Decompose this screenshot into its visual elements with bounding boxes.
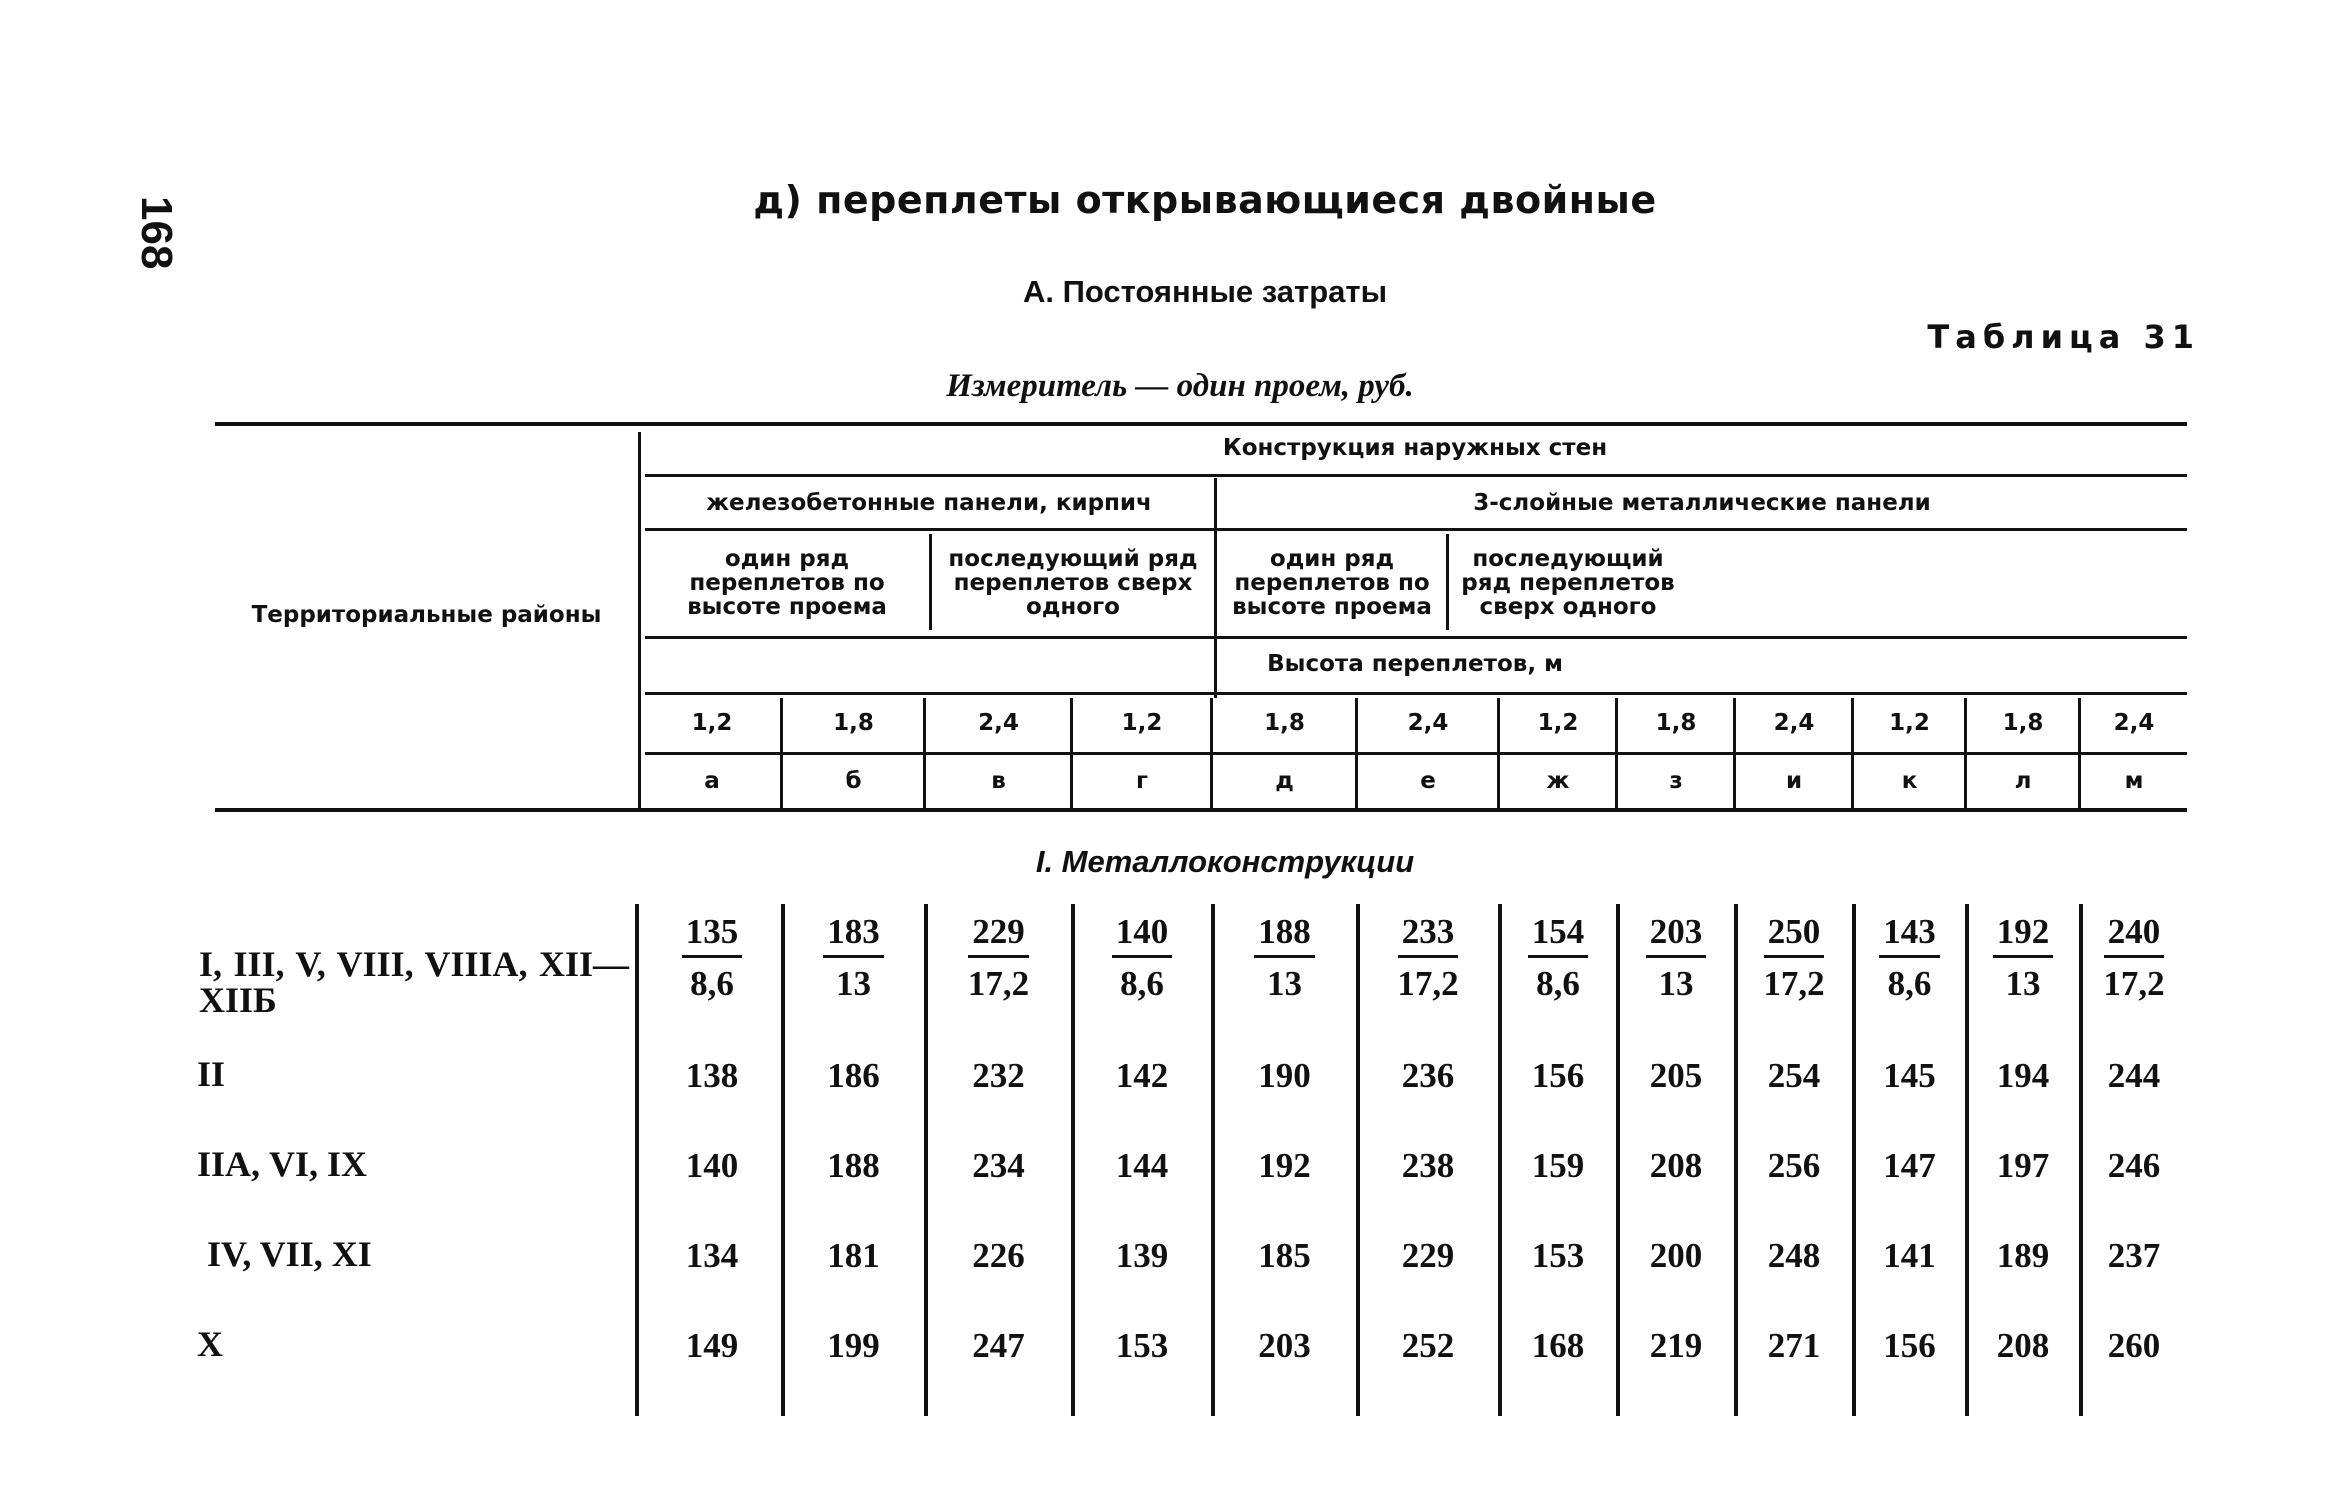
region-label: X [197,1324,223,1364]
value-fraction [2080,914,2188,1001]
header-height-6: 2,4 [1407,709,1449,736]
value-cell: 199 [827,1326,880,1365]
value-numerator: 250 [1764,914,1825,958]
header-column-divider [1615,698,1618,808]
header-column-divider [1733,698,1736,808]
value-cell: 156 [1883,1326,1936,1365]
value-denominator: 17,2 [1763,964,1825,1003]
value-cell: 138 [685,1056,739,1095]
header-column-divider [1210,698,1213,808]
value-numerator: 135 [682,914,743,958]
table-header [215,422,2187,816]
value-denominator: 13 [1658,964,1694,1003]
value-cell: 237 [2107,1236,2161,1275]
value-cell: 226 [972,1236,1025,1275]
header-letter-2: б [845,767,862,794]
header-letter-11: л [2014,767,2032,794]
value-cell: 153 [1115,1326,1169,1365]
header-letter-1: а [704,767,720,794]
value-fraction [642,914,782,1001]
header-letter-6: е [1420,767,1436,794]
header-rule-5 [645,752,2187,755]
value-cell: 247 [972,1326,1025,1365]
value-numerator: 143 [1879,914,1940,958]
value-denominator: 8,6 [1887,964,1932,1003]
header-rule-3 [645,636,2187,639]
value-cell: 186 [827,1056,880,1095]
value-cell: 219 [1649,1326,1703,1365]
header-letter-12: м [2124,767,2144,794]
value-fraction [1212,914,1357,1001]
value-cell: 200 [1649,1236,1703,1275]
header-letter-9: и [1785,767,1803,794]
value-cell: 254 [1767,1056,1821,1095]
header-column-divider [1497,698,1500,808]
value-cell: 144 [1115,1146,1169,1185]
header-height-5: 1,8 [1264,709,1305,736]
header-height-7: 1,2 [1537,709,1579,736]
header-divider-regions [638,432,641,808]
header-letter-10: к [1901,767,1918,794]
value-fraction [1357,914,1499,1001]
header-rule-1 [645,474,2187,477]
value-cell: 192 [1258,1146,1311,1185]
value-cell: 156 [1531,1056,1585,1095]
header-divider-sub-3 [1446,534,1449,630]
region-label: IIА, VI, IX [197,1144,368,1184]
value-denominator: 13 [836,964,871,1003]
value-numerator: 140 [1112,914,1173,958]
value-cell: 208 [1649,1146,1703,1185]
value-cell: 181 [827,1236,880,1275]
value-cell: 248 [1767,1236,1821,1275]
value-denominator: 13 [2005,964,2041,1003]
value-fraction [1072,914,1212,1001]
value-denominator: 17,2 [1397,964,1459,1003]
header-letter-3: в [991,767,1006,794]
value-denominator: 17,2 [2103,964,2165,1003]
value-cell: 194 [1996,1056,2050,1095]
value-cell: 252 [1401,1326,1455,1365]
header-column-divider [2078,698,2081,808]
subtitle: А. Постоянные затраты [1022,274,1388,309]
header-height-12: 2,4 [2113,709,2155,736]
region-label: I, III, V, VIII, VIIIА, XII—XIIБ [199,944,629,1020]
value-cell: 205 [1649,1056,1703,1095]
value-cell: 246 [2107,1146,2161,1185]
header-height-11: 1,8 [2002,709,2044,736]
header-height-10: 1,2 [1889,709,1930,736]
header-group-2: 3-слойные металлические панели [1473,489,1931,516]
value-numerator: 233 [1398,914,1459,958]
header-column-divider [1355,698,1358,808]
header-subgroup-4: последующий ряд переплетов сверх одного [1461,545,1675,621]
value-cell: 153 [1531,1236,1585,1275]
value-cell: 238 [1401,1146,1455,1185]
header-height-3: 2,4 [978,709,1019,736]
value-cell: 203 [1258,1326,1311,1365]
header-top-label: Конструкция наружных стен [1222,434,1608,461]
header-bottom-rule [215,808,2187,812]
table-label: Таблица 31 [1927,318,2200,356]
header-letter-5: д [1275,767,1294,794]
header-height-8: 1,8 [1655,709,1697,736]
value-cell: 256 [1767,1146,1821,1185]
value-denominator: 17,2 [967,964,1030,1003]
header-letter-4: г [1135,767,1149,794]
value-cell: 234 [972,1146,1025,1185]
value-cell: 159 [1531,1146,1585,1185]
header-height-2: 1,8 [833,709,874,736]
value-cell: 208 [1996,1326,2050,1365]
header-group-1: железобетонные панели, кирпич [706,489,1152,516]
header-column-divider [1851,698,1854,808]
value-cell: 140 [685,1146,739,1185]
value-cell: 142 [1115,1056,1169,1095]
header-divider-sub-1 [929,534,932,630]
value-cell: 168 [1531,1326,1585,1365]
value-cell: 145 [1883,1056,1936,1095]
header-subgroup-2: последующий ряд переплетов сверх одного [948,545,1198,621]
value-cell: 232 [972,1056,1025,1095]
header-regions-label: Территориальные районы [251,601,602,628]
header-column-divider [780,698,783,808]
value-denominator: 13 [1267,964,1302,1003]
value-denominator: 8,6 [690,964,734,1003]
value-cell: 260 [2107,1326,2161,1365]
value-numerator: 229 [968,914,1029,958]
header-column-divider [1964,698,1967,808]
value-cell: 197 [1996,1146,2050,1185]
value-numerator: 183 [823,914,884,958]
header-rule-2 [645,528,2187,531]
value-denominator: 8,6 [1536,964,1580,1003]
value-cell: 141 [1883,1236,1936,1275]
value-numerator: 203 [1646,914,1707,958]
value-numerator: 154 [1528,914,1589,958]
header-column-divider [923,698,926,808]
header-letter-8: з [1669,767,1683,794]
value-cell: 229 [1401,1236,1455,1275]
value-fraction [1853,914,1966,1001]
header-column-divider [1070,698,1073,808]
header-height-9: 2,4 [1773,709,1815,736]
page-number: 168 [132,196,181,270]
value-cell: 190 [1258,1056,1311,1095]
body-column-divider [635,904,639,1416]
value-cell: 271 [1767,1326,1821,1365]
value-numerator: 188 [1254,914,1315,958]
value-denominator: 8,6 [1120,964,1164,1003]
value-fraction [1499,914,1617,1001]
header-height-1: 1,2 [691,709,733,736]
region-label: IV, VII, XI [207,1234,372,1274]
page-title: д) переплеты открывающиеся двойные [753,178,1657,222]
value-numerator: 192 [1993,914,2054,958]
value-fraction [925,914,1072,1001]
header-subgroup-3: один ряд переплетов по высоте проема [1232,545,1432,621]
value-fraction [782,914,925,1001]
header-letter-7: ж [1546,767,1570,794]
unit-label: Измеритель — один проем, руб. [946,368,1414,404]
value-cell: 149 [685,1326,739,1365]
section-title: I. Металлоконструкции [1035,844,1415,879]
header-rule-4 [645,692,2187,695]
value-cell: 147 [1883,1146,1936,1185]
value-fraction [1966,914,2080,1001]
table-body [195,904,2195,1424]
value-fraction [1735,914,1853,1001]
value-cell: 189 [1996,1236,2050,1275]
value-cell: 134 [685,1236,739,1275]
value-numerator: 240 [2104,914,2165,958]
value-cell: 188 [827,1146,880,1185]
value-cell: 236 [1401,1056,1455,1095]
header-height-4: 1,2 [1121,709,1163,736]
value-cell: 185 [1258,1236,1311,1275]
region-label: II [197,1054,226,1094]
value-cell: 139 [1115,1236,1169,1275]
header-height-label: Высота переплетов, м [1267,650,1563,677]
value-cell: 244 [2107,1056,2161,1095]
header-subgroup-1: один ряд переплетов по высоте проема [687,545,887,621]
value-fraction [1617,914,1735,1001]
